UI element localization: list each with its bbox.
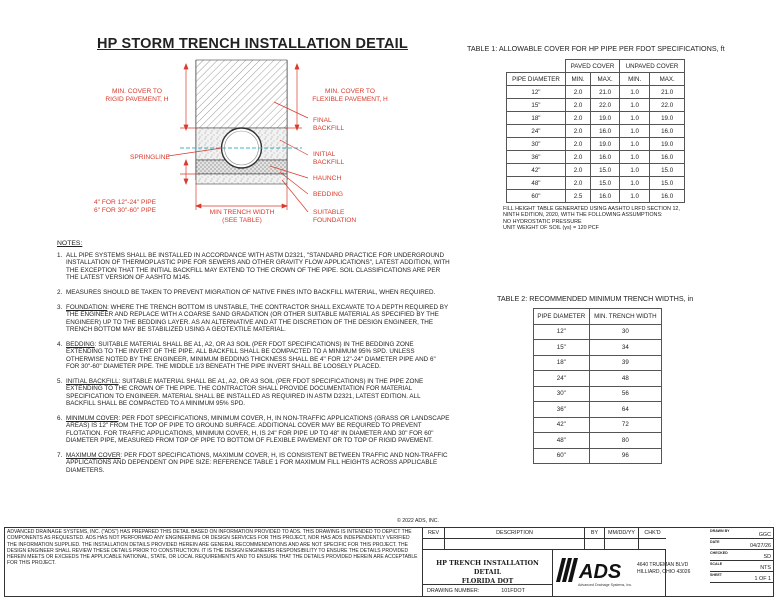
note-text: : SUITABLE MATERIAL SHALL BE A1, A2, OR A3 SOIL (PER FDOT SPECIFICATIONS) IN THE BEDDING ZONE EXTENDING TO THE INVERT OF THE PIPE. ALL BACKFILL SHALL BE COMPACTED TO A MINIMUM 95% SPD. UNLESS OTHERWISE NOTED BY THE ENGINEER, MINIMUM BEDDING THICKNESS SHALL BE 4" FOR 12"-24" DIAMETER PIPE AND 6" FOR 30"-60" DIAMETER PIPE. THE MIDDLE 1/3 BENEATH THE PIPE INVERT SHALL BE LOOSELY PLACED.	[66, 340, 436, 371]
column-header: MAX.	[650, 73, 685, 86]
table1-title: TABLE 1: ALLOWABLE COVER FOR HP PIPE PER FDOT SPECIFICATIONS, ft	[467, 44, 725, 53]
table-cell: 64	[589, 402, 661, 418]
table-cell: 15.0	[591, 177, 620, 190]
table-row	[507, 86, 685, 99]
table-cell: 1.0	[620, 125, 650, 138]
ads-tagline: Advanced Drainage Systems, Inc.	[578, 583, 633, 587]
table-cell: 2.0	[565, 125, 590, 138]
table1-note-line: FILL HEIGHT TABLE GENERATED USING AASHTO LRFD SECTION 12,	[503, 206, 680, 212]
table-row	[534, 386, 662, 402]
table-cell: 30	[589, 324, 661, 340]
table-cell: 56	[589, 386, 661, 402]
note-number: 1.	[57, 252, 63, 259]
table-cell: 15"	[534, 340, 590, 356]
meta-value: 04/27/26	[710, 539, 774, 550]
table-row	[507, 138, 685, 151]
table-cell: 2.0	[565, 151, 590, 164]
meta-value: 1 OF 1	[710, 572, 774, 583]
table-cell: 19.0	[591, 138, 620, 151]
note-number: 4.	[57, 340, 63, 348]
table1-notes	[503, 206, 680, 232]
table-cell: 24"	[534, 371, 590, 387]
meta-label: CHECKED	[710, 551, 728, 555]
table-cell: 1.0	[620, 138, 650, 151]
table-cell: 18"	[534, 355, 590, 371]
table2-title: TABLE 2: RECOMMENDED MINIMUM TRENCH WIDTHS, in	[497, 294, 694, 303]
table-cell: 2.0	[565, 86, 590, 99]
bedding-label: BEDDING	[313, 191, 344, 198]
table-row	[507, 125, 685, 138]
note-text: MEASURES SHOULD BE TAKEN TO PREVENT MIGRATION OF NATIVE FINES INTO BACKFILL MATERIAL, WHEN REQUIRED.	[66, 289, 436, 297]
bedding-thickness-note: 4" FOR 12"-24" PIPE 6" FOR 30"-60" PIPE	[94, 199, 156, 214]
table-cell: 16.0	[591, 151, 620, 164]
trench-diagram	[90, 60, 410, 230]
note-text: : SUITABLE MATERIAL SHALL BE A1, A2, OR A3 SOIL (PER FDOT SPECIFICATIONS) IN THE PIPE ZONE EXTENDING TO THE CROWN OF THE PIPE. THE CONTRACTOR SHALL PROVIDE DOCUMENTATION FOR MATERIAL SPECIFICATION TO ENGINEER. MATERIAL SHALL BE INSTALLED AS REQUIRED IN ASTM D2321, LATEST EDITION. ALL BACKFILL SHALL BE COMPACTED TO A MINIMUM 95% SPD.	[66, 377, 424, 408]
note-body	[66, 452, 450, 474]
haunch-label: HAUNCH	[313, 175, 342, 182]
table-cell: 48"	[507, 177, 566, 190]
note-text: : PER FDOT SPECIFICATIONS, MAXIMUM COVER, H, IS CONSISTENT BETWEEN TRAFFIC AND NON-TRAFFIC APPLICATIONS AND DEPENDENT ON PIPE SIZE: REFERENCE TABLE 1 FOR MAXIMUM FILL HEIGHTS ACROSS APPLICABLE DIAMETERS.	[66, 451, 448, 474]
table-cell: 16.0	[591, 125, 620, 138]
table-cell: 16.0	[650, 125, 685, 138]
table-row	[507, 164, 685, 177]
table-cell: 19.0	[650, 138, 685, 151]
table1-note-line: NINTH EDITION, 2020, WITH THE FOLLOWING ASSUMPTIONS:	[503, 212, 663, 219]
note-text: : PER FDOT SPECIFICATIONS, MINIMUM COVER, H, IN NON-TRAFFIC APPLICATIONS (GRASS OR LANDSCAPE AREAS) IS 12" FROM THE TOP OF PIPE TO GROUND SURFACE. ADDITIONAL COVER MAY BE REQUIRED TO PREVENT FLOTATION. FOR TRAFFIC APPLICATIONS, MINIMUM COVER, H, IS 24" FOR PIPE UP TO 48" IN DIAMETER AND 30" FOR 60" DIAMETER PIPE, MEASURED FROM TOP OF PIPE TO BOTTOM OF FLEXIBLE PAVEMENT OR TO TOP OF RIGID PAVEMENT.	[66, 414, 450, 445]
meta-value: SD	[710, 550, 774, 561]
table1-note-line: NO HYDROSTATIC PRESSURE	[503, 218, 582, 225]
table-cell: 12"	[534, 324, 590, 340]
meta-label: SHEET	[710, 573, 722, 577]
copyright: © 2022 ADS, INC.	[397, 518, 439, 524]
table-row	[507, 99, 685, 112]
table-cell: 36"	[534, 402, 590, 418]
note-item	[57, 252, 450, 282]
note-item	[57, 415, 450, 445]
column-header: MIN.	[620, 73, 650, 86]
table-cell: 48"	[534, 433, 590, 449]
table-cell: 2.0	[565, 164, 590, 177]
table-row	[507, 190, 685, 203]
column-header: PIPE DIAMETER	[507, 73, 566, 86]
by-col-header: BY	[585, 528, 605, 538]
meta-label: DATE	[710, 540, 720, 544]
note-item	[57, 289, 450, 296]
unpaved-cover-header: UNPAVED COVER	[620, 60, 685, 73]
table-cell: 1.0	[620, 164, 650, 177]
note-item	[57, 341, 450, 371]
address-line: HILLIARD, OHIO 43026	[637, 569, 691, 575]
meta-value: GGC	[710, 528, 774, 539]
table-cell: 19.0	[591, 112, 620, 125]
table-cell: 15.0	[591, 164, 620, 177]
table-cell: 16.0	[650, 151, 685, 164]
drawing-title	[423, 550, 553, 585]
table-row	[534, 417, 662, 433]
min-cover-flexible-label: MIN. COVER TO FLEXIBLE PAVEMENT, H	[312, 88, 388, 103]
table-cell: 19.0	[650, 112, 685, 125]
drawing-subtitle-line: FLORIDA DOT	[461, 577, 514, 585]
note-body	[66, 304, 450, 334]
note-item	[57, 304, 450, 334]
ads-logo-text: ADS	[579, 561, 622, 583]
table-cell: 2.0	[565, 177, 590, 190]
table-cell: 1.0	[620, 151, 650, 164]
table-cell: 2.0	[565, 112, 590, 125]
title-block	[4, 527, 774, 597]
note-label: INITIAL BACKFILL	[66, 377, 119, 385]
drawing-number-value: 101FDOT	[501, 587, 525, 594]
table-cell: 12"	[507, 86, 566, 99]
drawing-meta	[666, 528, 774, 596]
note-body	[66, 341, 450, 371]
table-cell: 96	[589, 448, 661, 464]
table-row	[534, 371, 662, 387]
suitable-foundation-label: SUITABLE FOUNDATION	[313, 209, 357, 224]
drawing-number-label: DRAWING NUMBER:	[427, 587, 480, 594]
note-number: 6.	[57, 414, 63, 422]
drawing-number	[423, 585, 553, 596]
table-cell: 30"	[507, 138, 566, 151]
rev-col-header: REV	[423, 528, 445, 538]
date-col-header: MM/DD/YY	[605, 528, 639, 538]
note-label: FOUNDATION	[66, 303, 108, 311]
trench-width-table	[533, 308, 662, 464]
meta-label: DRAWN BY	[710, 529, 730, 533]
table-cell: 1.0	[620, 112, 650, 125]
table-cell: 1.0	[620, 177, 650, 190]
min-trench-width-label: MIN TRENCH WIDTH (SEE TABLE)	[209, 209, 275, 224]
column-header: MIN.	[565, 73, 590, 86]
table-row	[507, 177, 685, 190]
column-header: MAX.	[591, 73, 620, 86]
address-line: 4640 TRUEMAN BLVD	[637, 562, 689, 568]
ads-logo-icon	[556, 554, 633, 588]
company-logo-area	[553, 550, 691, 596]
min-cover-rigid-label: MIN. COVER TO RIGID PAVEMENT, H	[105, 88, 169, 103]
table-cell: 2.0	[565, 138, 590, 151]
note-text: : WHERE THE TRENCH BOTTOM IS UNSTABLE, THE CONTRACTOR SHALL EXCAVATE TO A DEPTH REQUIRED BY THE ENGINEER AND REPLACE WITH A COARSE SAND GRADATION (OR OTHER SUITABLE MATERIAL AS SPECIFIED BY THE ENGINEER) UP TO THE BEDDING LAYER. AS AN ALTERNATIVE AND AT THE DISCRETION OF THE DESIGN ENGINEER, THE TRENCH BOTTOM MAY BE STABILIZED USING A GEOTEXTILE MATERIAL.	[66, 303, 449, 334]
table-cell: 16.0	[591, 190, 620, 203]
table-row	[534, 324, 662, 340]
table-cell: 30"	[534, 386, 590, 402]
note-label: MAXIMUM COVER	[66, 451, 121, 459]
table-cell: 34	[589, 340, 661, 356]
table-row	[507, 151, 685, 164]
page-title: HP STORM TRENCH INSTALLATION DETAIL	[97, 36, 408, 52]
table-row	[534, 355, 662, 371]
allowable-cover-table	[506, 59, 685, 203]
table-cell: 22.0	[591, 99, 620, 112]
table-row	[534, 448, 662, 464]
column-header: MIN. TRENCH WIDTH	[589, 309, 661, 325]
description-col-header: DESCRIPTION	[445, 528, 585, 538]
column-header: PIPE DIAMETER	[534, 309, 590, 325]
table-cell: 15.0	[650, 164, 685, 177]
note-body	[66, 289, 435, 296]
table-cell: 42"	[534, 417, 590, 433]
note-body	[66, 252, 450, 282]
table-cell: 1.0	[620, 190, 650, 203]
notes-list	[57, 252, 450, 481]
table-cell: 1.0	[620, 86, 650, 99]
table-cell: 24"	[507, 125, 566, 138]
table-cell: 42"	[507, 164, 566, 177]
table-cell: 72	[589, 417, 661, 433]
revision-row	[423, 539, 666, 550]
springline-label: SPRINGLINE	[130, 154, 170, 161]
table-cell: 60"	[534, 448, 590, 464]
note-label: BEDDING	[66, 340, 95, 348]
table-cell: 48	[589, 371, 661, 387]
revision-header	[423, 528, 666, 539]
final-backfill-zone	[196, 60, 287, 128]
table-cell: 15"	[507, 99, 566, 112]
note-item	[57, 378, 450, 408]
note-item	[57, 452, 450, 474]
note-body	[66, 415, 450, 445]
table-row	[507, 112, 685, 125]
notes-heading: NOTES:	[57, 240, 83, 247]
table-cell: 16.0	[650, 190, 685, 203]
table-cell: 80	[589, 433, 661, 449]
note-label: MINIMUM COVER	[66, 414, 119, 422]
note-number: 2.	[57, 289, 63, 297]
note-number: 5.	[57, 377, 63, 385]
table-cell: 39	[589, 355, 661, 371]
table-cell: 21.0	[591, 86, 620, 99]
table-cell: 21.0	[650, 86, 685, 99]
table-cell: 18"	[507, 112, 566, 125]
initial-backfill-label: INITIAL BACKFILL	[313, 151, 345, 166]
table-cell: 1.0	[620, 99, 650, 112]
meta-label: SCALE	[710, 562, 723, 566]
meta-value: NTS	[710, 561, 774, 572]
table-row	[534, 402, 662, 418]
disclaimer: ADVANCED DRAINAGE SYSTEMS, INC. ("ADS") HAS PREPARED THIS DETAIL BASED ON INFORMATION PROVIDED TO ADS. THIS DRAWING IS INTENDED TO DEPICT THE COMPONENTS AS REQUESTED. ADS HAS NOT PERFORMED ANY ENGINEERING OR DESIGN SERVICES FOR THIS PROJECT, NOR HAS ADS INDEPENDENTLY VERIFIED THE INFORMATION SUPPLIED. THE INSTALLATION DETAILS PROVIDED HEREIN ARE GENERAL RECOMMENDATIONS AND ARE NOT SPECIFIC FOR THIS PROJECT. THE DESIGN ENGINEER SHALL REVIEW THESE DETAILS PRIOR TO CONSTRUCTION. IT IS THE DESIGN ENGINEERS RESPONSIBILITY TO ENSURE THE DETAILS PROVIDED HEREIN MEETS OR EXCEEDS THE APPLICABLE NATIONAL, STATE, OR LOCAL REQUIREMENTS AND TO ENSURE THAT THE DETAILS PROVIDED HEREIN ARE ACCEPTABLE FOR THIS PROJECT.	[5, 528, 423, 596]
table-row	[534, 433, 662, 449]
paved-cover-header: PAVED COVER	[565, 60, 619, 73]
table-cell: 60"	[507, 190, 566, 203]
table-cell: 15.0	[650, 177, 685, 190]
table-cell: 22.0	[650, 99, 685, 112]
note-number: 7.	[57, 451, 63, 459]
final-backfill-label: FINAL BACKFILL	[313, 117, 345, 132]
checked-col-header: CHK'D	[644, 530, 661, 536]
note-body	[66, 378, 450, 408]
drawing-title-line: HP TRENCH INSTALLATION DETAIL	[436, 559, 539, 576]
table-cell: 36"	[507, 151, 566, 164]
table1-note-line: UNIT WEIGHT OF SOIL (γs) = 120 PCF	[503, 225, 599, 232]
table-cell: 2.0	[565, 99, 590, 112]
table-row	[534, 340, 662, 356]
table-cell: 2.5	[565, 190, 590, 203]
note-text: ALL PIPE SYSTEMS SHALL BE INSTALLED IN ACCORDANCE WITH ASTM D2321, "STANDARD PRACTICE FOR UNDERGROUND INSTALLATION OF THERMOPLASTIC PIPE FOR SEWERS AND OTHER GRAVITY FLOW APPLICATIONS", LATEST ADDITION, WITH THE EXCEPTION THAT THE INITIAL BACKFILL MAY EXTEND TO THE CROWN OF THE PIPE. SOIL CLASSIFICATIONS ARE PER THE LATEST VERSION OF AASHTO M145.	[66, 252, 450, 282]
note-number: 3.	[57, 303, 63, 311]
foundation-zone	[196, 174, 287, 184]
